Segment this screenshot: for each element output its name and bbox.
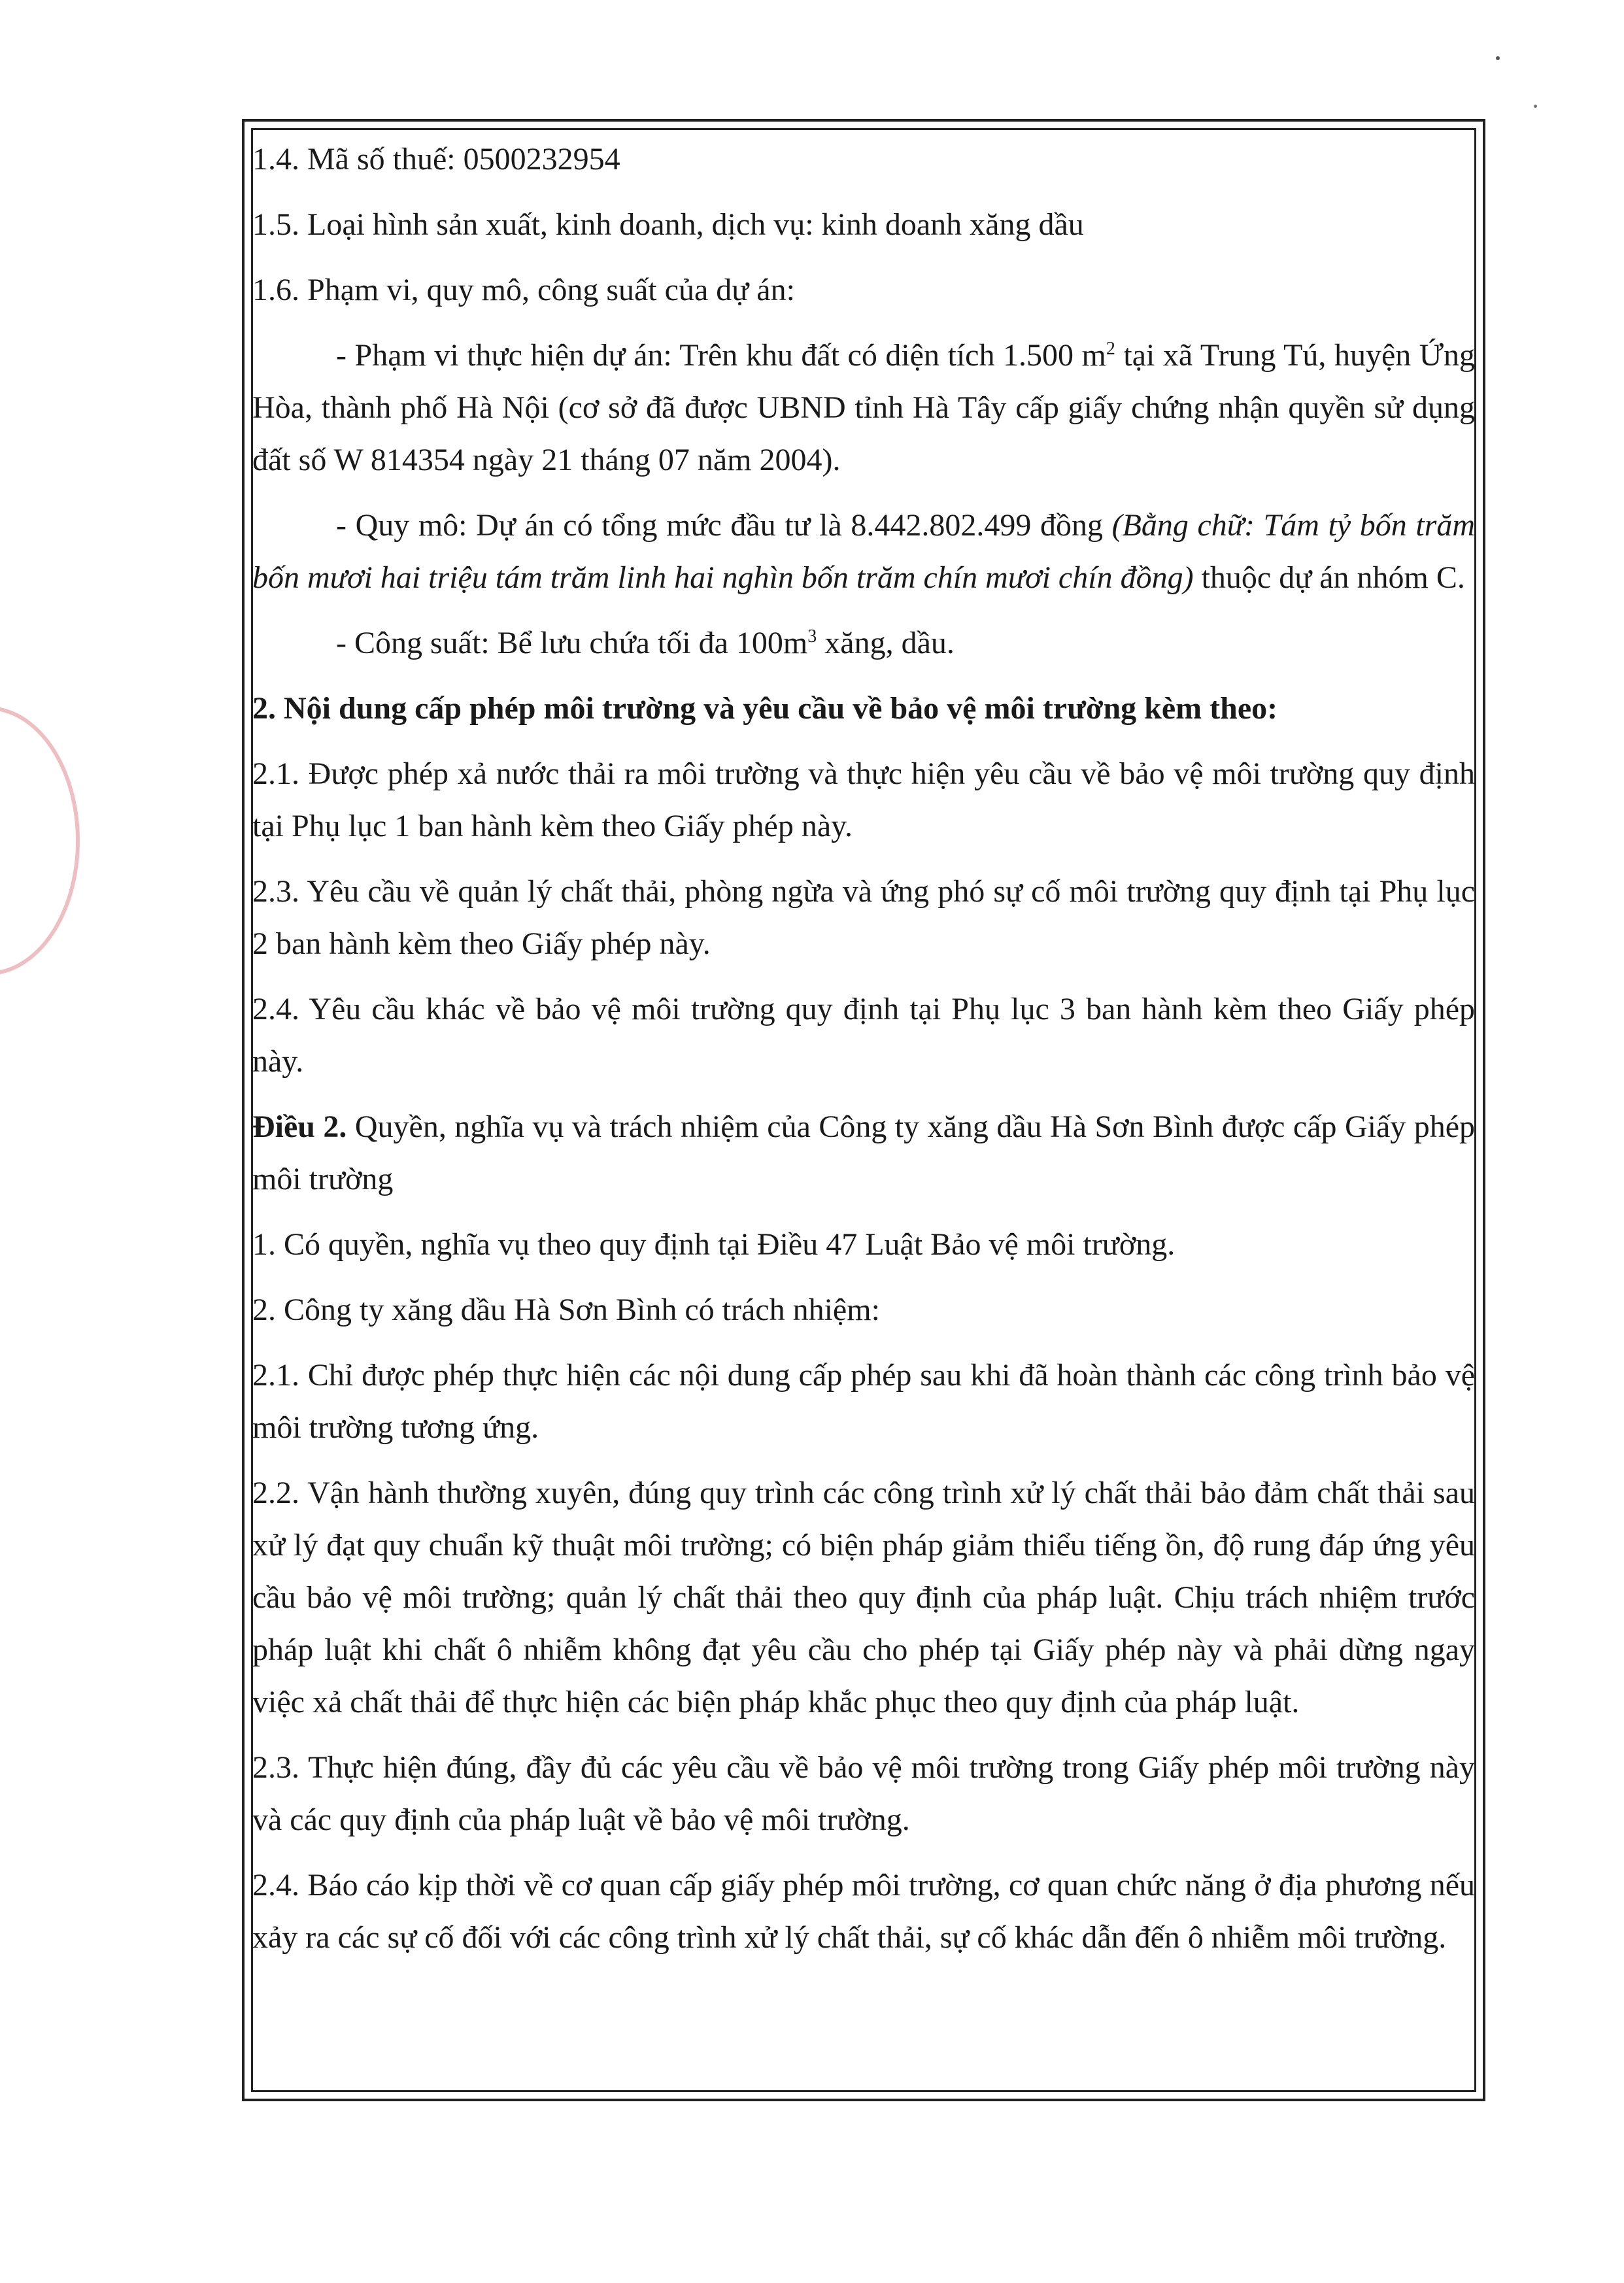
capacity-paragraph [252,617,1475,669]
business-type-line: 1.5. Loại hình sản xuất, kinh doanh, dịch vụ: kinh doanh xăng dầu [252,207,1084,242]
article-title: Quyền, nghĩa vụ và trách nhiệm của Công ty xăng dầu Hà Sơn Bình được cấp Giấy phép môi trường [252,1109,1475,1196]
area-superscript: 2 [1106,339,1115,359]
clause-2-4: 2.4. Yêu cầu khác về bảo vệ môi trường quy định tại Phụ lục 3 ban hành kèm theo Giấy phép này. [252,992,1475,1079]
duty-2-3: 2.3. Thực hiện đúng, đầy đủ các yêu cầu về bảo vệ môi trường trong Giấy phép môi trường này và các quy định của pháp luật về bảo vệ môi trường. [252,1750,1475,1837]
clause-2-1: 2.1. Được phép xả nước thải ra môi trường và thực hiện yêu cầu về bảo vệ môi trường quy định tại Phụ lục 1 ban hành kèm theo Giấy phép này. [252,756,1475,843]
scan-speck [1496,56,1500,60]
scope-text-cont: tại xã Trung Tú, huyện Ứng Hòa, thành phố Hà Nội (cơ sở đã được UBND tỉnh Hà Tây cấp giấy chứng nhận quyền sử dụng đất số W 814354 ngày 21 tháng 07 năm 2004). [252,338,1476,477]
scope-text: - Phạm vi thực hiện dự án: Trên khu đất có diện tích 1.500 m [336,338,1106,373]
right-1: 1. Có quyền, nghĩa vụ theo quy định tại Điều 47 Luật Bảo vệ môi trường. [252,1227,1176,1262]
tax-code-line: 1.4. Mã số thuế: 0500232954 [252,142,620,177]
volume-superscript: 3 [807,626,817,647]
investment-text-cont: thuộc dự án nhóm C. [1193,560,1465,595]
red-seal-stamp [0,706,80,975]
article-label: Điều 2. [252,1109,347,1144]
capacity-text: - Công suất: Bể lưu chứa tối đa 100m [336,626,808,660]
article-2-heading [252,1101,1475,1206]
duty-heading: 2. Công ty xăng dầu Hà Sơn Bình có trách nhiệm: [252,1293,880,1327]
investment-in-words: (Bằng chữ: Tám tỷ bốn trăm bốn mươi hai triệu tám trăm linh hai nghìn bốn trăm chín mươi chín đồng) [252,508,1476,595]
document-body [252,133,1475,1977]
scope-paragraph [252,330,1475,486]
duty-2-1: 2.1. Chỉ được phép thực hiện các nội dung cấp phép sau khi đã hoàn thành các công trình bảo vệ môi trường tương ứng. [252,1358,1475,1445]
duty-2-4: 2.4. Báo cáo kịp thời về cơ quan cấp giấy phép môi trường, cơ quan chức năng ở địa phương nếu xảy ra các sự cố đối với các công trình xử lý chất thải, sự cố khác dẫn đến ô nhiễm môi trường. [252,1868,1475,1955]
investment-text: - Quy mô: Dự án có tổng mức đầu tư là 8.442.802.499 đồng [336,508,1112,543]
section-2-heading: 2. Nội dung cấp phép môi trường và yêu cầu về bảo vệ môi trường kèm theo: [252,691,1278,726]
capacity-text-cont: xăng, dầu. [817,626,955,660]
clause-2-3: 2.3. Yêu cầu về quản lý chất thải, phòng ngừa và ứng phó sự cố môi trường quy định tại Phụ lục 2 ban hành kèm theo Giấy phép này. [252,874,1475,961]
scope-heading: 1.6. Phạm vi, quy mô, công suất của dự án: [252,273,795,307]
duty-2-2: 2.2. Vận hành thường xuyên, đúng quy trình các công trình xử lý chất thải bảo đảm chất thải sau xử lý đạt quy chuẩn kỹ thuật môi trường; có biện pháp giảm thiểu tiếng ồn, độ rung đáp ứng yêu cầu bảo vệ môi trường; quản lý chất thải theo quy định của pháp luật. Chịu trách nhiệm trước pháp luật khi chất ô nhiễm không đạt yêu cầu cho phép tại Giấy phép này và phải dừng ngay việc xả chất thải để thực hiện các biện pháp khắc phục theo quy định của pháp luật. [252,1476,1475,1719]
investment-paragraph [252,499,1475,604]
scan-speck [1534,105,1537,108]
